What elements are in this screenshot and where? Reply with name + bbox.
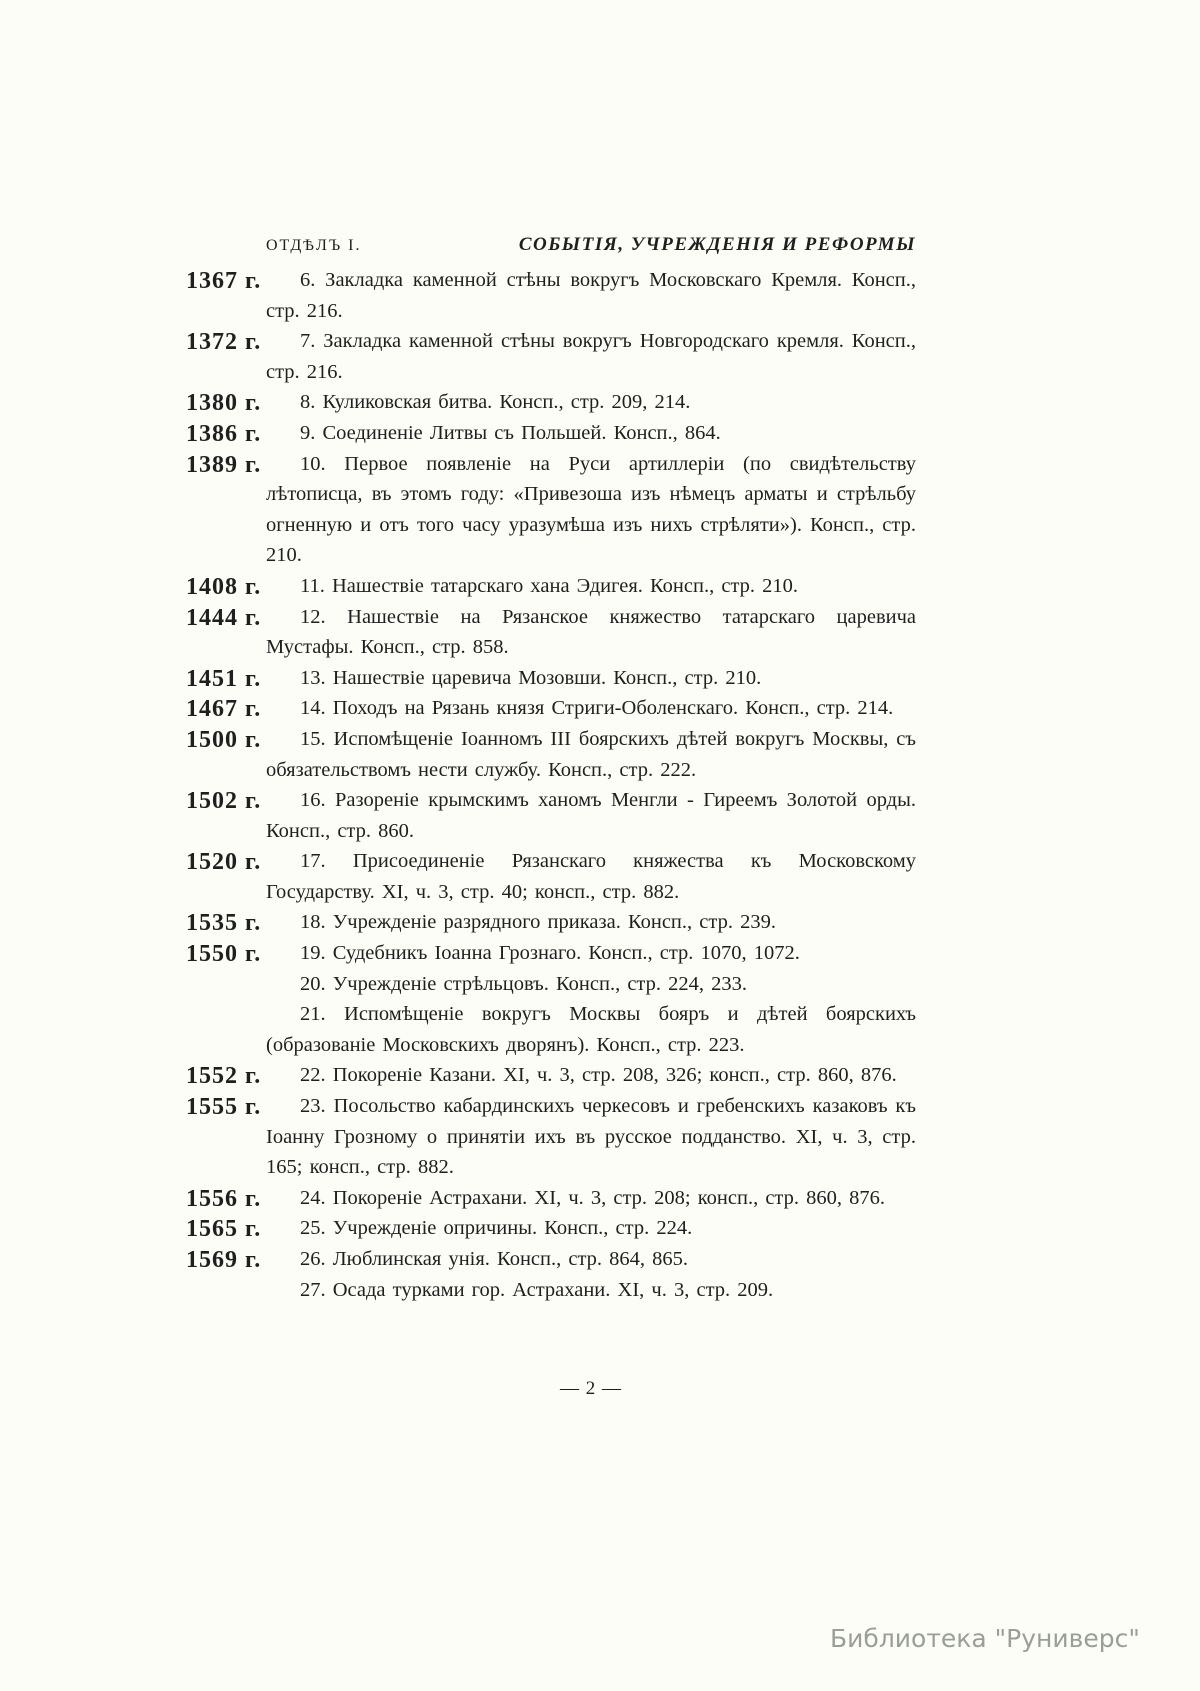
- entry-text: Нашествіе на Рязанское княжество татарскаго царевича Мустафы. Консп., стр. 858.: [266, 605, 916, 659]
- year-label: 1386 г.: [186, 420, 262, 447]
- entry-number: 20.: [300, 972, 326, 995]
- year-label: 1535 г.: [186, 910, 262, 937]
- entry-number: 15.: [300, 727, 326, 750]
- entry-number: 23.: [300, 1095, 326, 1118]
- entry-text: Учрежденіе стрѣльцовъ. Консп., стр. 224, 233.: [325, 972, 748, 995]
- year-label: 1451 г.: [186, 665, 262, 692]
- year-label: 1569 г.: [186, 1247, 262, 1273]
- entry-text: Походъ на Рязань князя Стриги-Оболенскаго. Консп., стр. 214.: [325, 697, 894, 720]
- entry-number: 8.: [300, 391, 316, 414]
- entry: [186, 1244, 916, 1275]
- entry-number: 6.: [300, 269, 316, 291]
- entry-text: Испомѣщеніе вокругъ Москвы бояръ и дѣтей боярскихъ (образованіе Московскихъ дворянъ). Консп., стр. 223.: [266, 1003, 916, 1056]
- entry-number: 11.: [300, 574, 325, 597]
- entry-text: Разореніе крымскимъ ханомъ Менгли - Гиреемъ Золотой орды. Консп., стр. 860.: [266, 789, 916, 842]
- year-label: 1520 г.: [186, 849, 262, 876]
- entry-number: 27.: [300, 1278, 326, 1301]
- page-number: — 2 —: [560, 1378, 622, 1399]
- entry-text: Учрежденіе опричины. Консп., стр. 224.: [325, 1217, 693, 1240]
- entry: [186, 693, 916, 724]
- year-label: 1500 г.: [186, 726, 262, 753]
- entry: [186, 387, 916, 418]
- entry-text: Осада турками гор. Астрахани. XI, ч. 3, стр. 209.: [325, 1278, 774, 1301]
- entry: [186, 1091, 916, 1183]
- year-label: 1372 г.: [186, 329, 262, 356]
- entry: [186, 449, 916, 571]
- entry-number: 24.: [300, 1186, 326, 1209]
- entry: [186, 1213, 916, 1244]
- running-header: [266, 234, 916, 256]
- entry-number: 26.: [300, 1248, 326, 1270]
- entry-text: Покореніе Казани. XI, ч. 3, стр. 208, 326; консп., стр. 860, 876.: [325, 1064, 897, 1087]
- entry-number: 7.: [300, 330, 316, 353]
- entry-text: Первое появленіе на Руси артиллеріи (по свидѣтельству лѣтописца, въ этомъ году: «Привезоша изъ нѣмецъ арматы и стрѣльбу огненную и отъ того часу уразумѣша изъ нихъ стрѣляти»). Консп., стр. 210.: [266, 452, 916, 567]
- library-watermark: Библиотека "Руниверс": [830, 1624, 1140, 1653]
- entry-text: Люблинская унія. Консп., стр. 864, 865.: [325, 1248, 689, 1270]
- text-column: [186, 234, 916, 1305]
- entry: [186, 1060, 916, 1091]
- entry: [186, 1183, 916, 1214]
- entry-text: Нашествіе татарскаго хана Эдигея. Консп., стр. 210.: [324, 574, 799, 597]
- entry-text: Закладка каменной стѣны вокругъ Новгородскаго кремля. Консп., стр. 216.: [266, 330, 916, 383]
- year-label: 1550 г.: [186, 941, 262, 968]
- year-label: 1367 г.: [186, 268, 262, 294]
- entry: [186, 663, 916, 694]
- year-label: 1380 г.: [186, 390, 262, 417]
- entry: [186, 602, 916, 663]
- entry-text: Судебникъ Іоанна Грознаго. Консп., стр. 1070, 1072.: [325, 942, 800, 965]
- entry: [186, 326, 916, 387]
- entry-number: 16.: [300, 789, 326, 812]
- year-label: 1502 г.: [186, 788, 262, 815]
- entry-text: Посольство кабардинскихъ черкесовъ и гребенскихъ казаковъ къ Іоанну Грозному о принятіи ихъ въ русское подданство. XI, ч. 3, стр. 165; консп., стр. 882.: [266, 1095, 916, 1179]
- year-label: 1408 г.: [186, 573, 262, 600]
- entry-text: Закладка каменной стѣны вокругъ Московскаго Кремля. Консп., стр. 216.: [266, 269, 916, 322]
- entry: [186, 785, 916, 846]
- entry: [186, 938, 916, 969]
- entry-number: 22.: [300, 1064, 326, 1087]
- year-label: 1555 г.: [186, 1094, 262, 1121]
- entry: [266, 969, 916, 1000]
- entry: [186, 418, 916, 449]
- entry-text: Соединеніе Литвы съ Польшей. Консп., 864.: [315, 421, 721, 444]
- section-label: ОТДѢЛЪ I.: [266, 237, 362, 254]
- entry-text: Учрежденіе разрядного приказа. Консп., стр. 239.: [325, 911, 776, 934]
- entry: [186, 724, 916, 785]
- year-label: 1444 г.: [186, 604, 262, 631]
- entry-number: 25.: [300, 1217, 326, 1240]
- year-label: 1565 г.: [186, 1216, 262, 1243]
- entry-number: 13.: [300, 666, 326, 689]
- entry-number: 10.: [300, 452, 326, 475]
- entry-number: 9.: [300, 421, 316, 444]
- year-label: 1552 г.: [186, 1063, 262, 1090]
- entry-text: Покореніе Астрахани. XI, ч. 3, стр. 208; консп., стр. 860, 876.: [325, 1186, 886, 1209]
- entry-number: 21.: [300, 1003, 326, 1026]
- year-label: 1467 г.: [186, 696, 262, 723]
- entry-number: 14.: [300, 697, 326, 720]
- entry-number: 12.: [300, 605, 326, 628]
- entry: [186, 571, 916, 602]
- entry: [186, 907, 916, 938]
- entry-text: Нашествіе царевича Мозовши. Консп., стр. 210.: [325, 666, 762, 689]
- entry: [186, 265, 916, 326]
- entry-number: 19.: [300, 942, 326, 965]
- entry-number: 17.: [300, 850, 326, 873]
- page-title: СОБЫТІЯ, УЧРЕЖДЕНІЯ И РЕФОРМЫ: [518, 234, 916, 255]
- entry-text: Присоединеніе Рязанскаго княжества къ Московскому Государству. XI, ч. 3, стр. 40; консп., стр. 882.: [266, 850, 916, 903]
- entry-number: 18.: [300, 911, 326, 934]
- entry-text: Куликовская битва. Консп., стр. 209, 214.: [315, 391, 691, 414]
- entry: [186, 846, 916, 907]
- entries-list: [186, 265, 916, 1305]
- year-label: 1389 г.: [186, 451, 262, 478]
- entry: [266, 999, 916, 1060]
- year-label: 1556 г.: [186, 1185, 262, 1212]
- entry: [266, 1275, 916, 1306]
- entry-text: Испомѣщеніе Іоанномъ III боярскихъ дѣтей вокругъ Москвы, съ обязательствомъ нести службу. Консп., стр. 222.: [266, 727, 916, 781]
